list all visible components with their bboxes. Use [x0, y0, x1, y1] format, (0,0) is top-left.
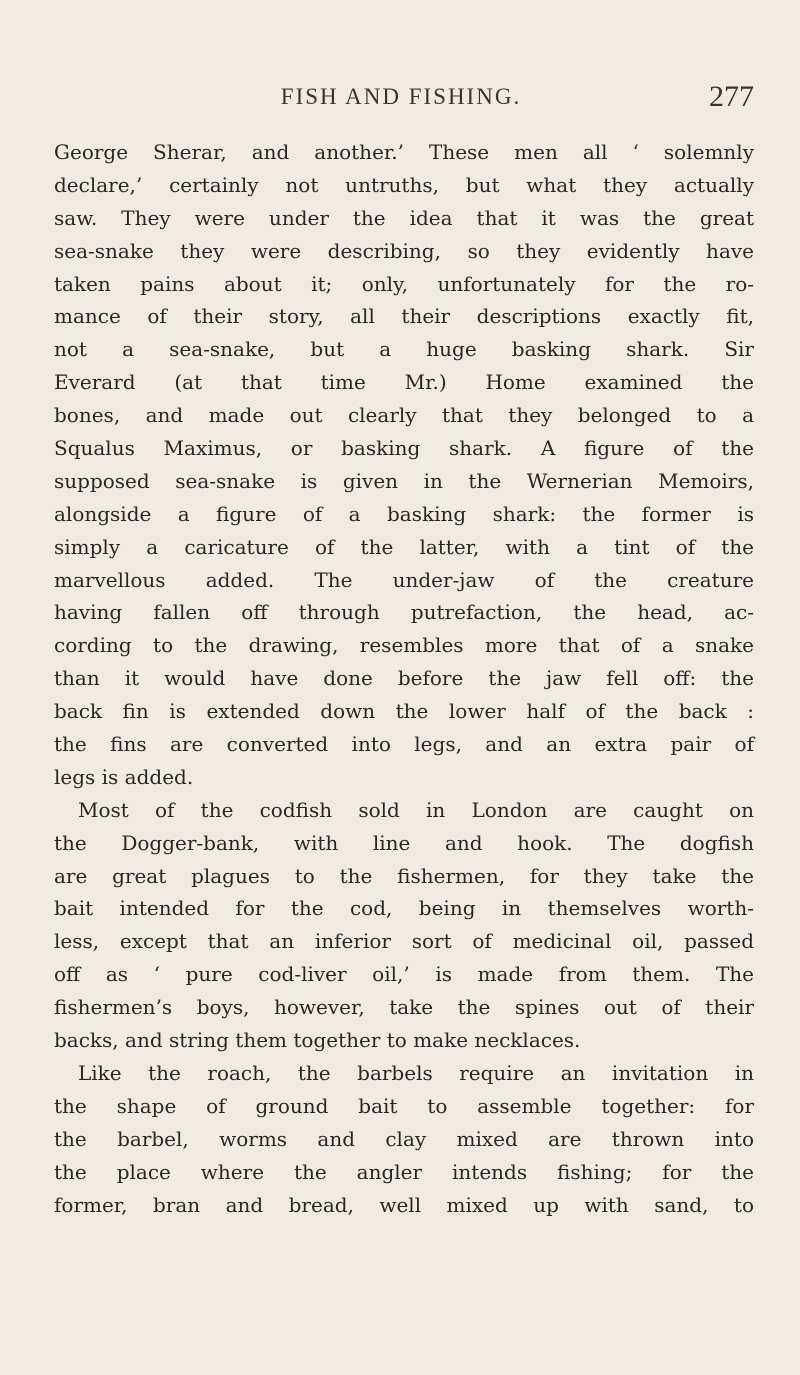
text-line: the place where the angler intends fishing; for the — [54, 1159, 754, 1184]
text-line: fishermen’s boys, however, take the spines out of their — [54, 995, 754, 1020]
text-line: taken pains about it; only, unfortunately for the ro- — [54, 271, 754, 296]
page-number: 277 — [709, 80, 754, 113]
text-line: declare,’ certainly not untruths, but what they actually — [54, 172, 754, 197]
text-line: back fin is extended down the lower half of the back : — [54, 699, 754, 724]
text-line: alongside a figure of a basking shark: the former is — [54, 501, 754, 526]
text-line: mance of their story, all their descriptions exactly fit, — [54, 304, 754, 329]
text-line: off as ‘ pure cod-liver oil,’ is made from them. The — [54, 962, 754, 987]
text-line: than it would have done before the jaw fell off: the — [54, 666, 754, 691]
text-line: sea-snake they were describing, so they evidently have — [54, 238, 754, 263]
running-title: FISH AND FISHING. — [280, 84, 522, 109]
text-line: Everard (at that time Mr.) Home examined the — [54, 370, 754, 395]
text-line: marvellous added. The under-jaw of the creature — [54, 567, 754, 592]
paragraph-start-line: Most of the codfish sold in London are caught on — [78, 797, 754, 822]
text-line: bones, and made out clearly that they belonged to a — [54, 403, 754, 428]
text-line: the fins are converted into legs, and an extra pair of — [54, 732, 754, 757]
text-line: supposed sea-snake is given in the Wernerian Memoirs, — [54, 468, 754, 493]
text-line: the shape of ground bait to assemble together: for — [54, 1093, 754, 1118]
paragraph-end-line: legs is added. — [54, 764, 194, 789]
text-line: saw. They were under the idea that it was the great — [54, 205, 754, 230]
text-line: are great plagues to the fishermen, for they take the — [54, 863, 754, 888]
text-line: not a sea-snake, but a huge basking shark. Sir — [54, 337, 754, 362]
text-line: less, except that an inferior sort of medicinal oil, passed — [54, 929, 754, 954]
text-line: George Sherar, and another.’ These men all ‘ solemnly — [54, 140, 754, 164]
text-line: bait intended for the cod, being in themselves worth- — [54, 896, 754, 921]
paragraph-start-line: Like the roach, the barbels require an invitation in — [78, 1060, 754, 1085]
text-line: simply a caricature of the latter, with a tint of the — [54, 534, 754, 559]
text-line: having fallen off through putrefaction, the head, ac- — [54, 600, 754, 625]
text-line: Squalus Maximus, or basking shark. A figure of the — [54, 436, 754, 461]
running-head — [48, 80, 754, 116]
body-text — [54, 136, 754, 1221]
text-line: the barbel, worms and clay mixed are thrown into — [54, 1126, 754, 1151]
text-line: cording to the drawing, resembles more that of a snake — [54, 633, 754, 658]
text-line: former, bran and bread, well mixed up with sand, to — [54, 1192, 754, 1217]
paragraph-end-line: backs, and string them together to make necklaces. — [54, 1028, 581, 1053]
text-line: the Dogger-bank, with line and hook. The dogfish — [54, 830, 754, 855]
